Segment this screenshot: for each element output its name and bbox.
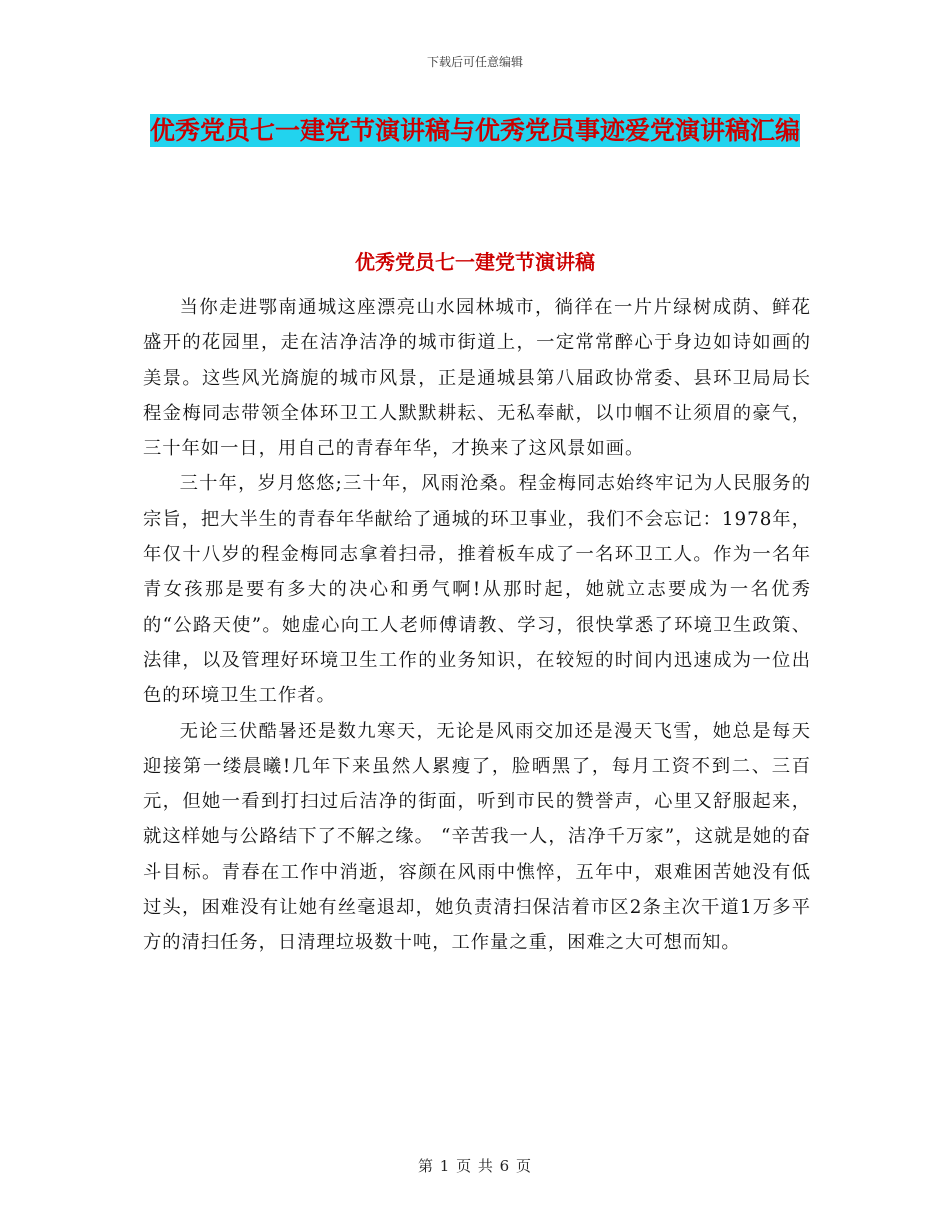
document-title xyxy=(100,108,850,154)
page-header-note: 下载后可任意编辑 xyxy=(426,55,523,69)
document-title-text: 优秀党员七一建党节演讲稿与优秀党员事迹爱党演讲稿汇编 xyxy=(149,116,800,145)
document-body xyxy=(143,290,811,961)
paragraph-1: 当你走进鄂南通城这座漂亮山水园林城市，徜徉在一片片绿树成荫、鲜花盛开的花园里，走在洁净洁净的城市街道上，一定常常醉心于身边如诗如画的美景。这些风光旖旎的城市风景，正是通城县第八届政协常委、县环卫局局长程金梅同志带领全体环卫工人默默耕耘、无私奉献，以巾帼不让须眉的豪气，三十年如一日，用自己的青春年华，才换来了这风景如画。 xyxy=(143,297,811,460)
paragraph-3: 无论三伏酷暑还是数九寒天，无论是风雨交加还是漫天飞雪，她总是每天迎接第一缕晨曦!几年下来虽然人累瘦了，脸晒黑了，每月工资不到二、三百元，但她一看到打扫过后洁净的街面，听到市民的赞誉声，心里又舒服起来，就这样她与公路结下了不解之缘。 “辛苦我一人，洁净千万家”，这就是她的奋斗目标。青春在工作中消逝，容颜在风雨中憔悴，五年中，艰难困苦她没有低过头，困难没有让她有丝毫退却，她负责清扫保洁着市区2条主次干道1万多平方的清扫任务，日清理垃圾数十吨，工作量之重，困难之大可想而知。 xyxy=(143,720,811,954)
page-footer-number: 第 1 页 共 6 页 xyxy=(418,1157,532,1175)
paragraph-2: 三十年，岁月悠悠;三十年，风雨沧桑。程金梅同志始终牢记为人民服务的宗旨，把大半生的青春年华献给了通城的环卫事业，我们不会忘记：1978年，年仅十八岁的程金梅同志拿着扫帚，推着板车成了一名环卫工人。作为一名年青女孩那是要有多大的决心和勇气啊!从那时起，她就立志要成为一名优秀的“公路天使”。她虚心向工人老师傅请教、学习，很快掌悉了环境卫生政策、法律，以及管理好环境卫生工作的业务知识，在较短的时间内迅速成为一位出色的环境卫生工作者。 xyxy=(143,473,811,707)
section-title: 优秀党员七一建党节演讲稿 xyxy=(355,250,595,274)
